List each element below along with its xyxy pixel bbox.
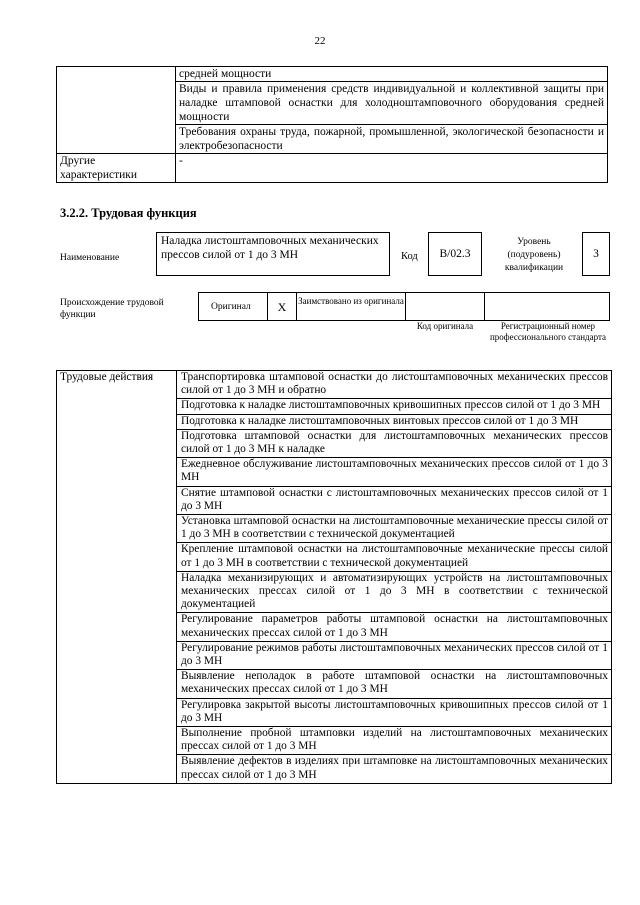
- labor-action-item: Подготовка к наладке листоштамповочных винтовых прессов силой от 1 до 3 МН: [177, 414, 612, 429]
- section-title: 3.2.2. Трудовая функция: [60, 206, 197, 220]
- function-name-value: Наладка листоштамповочных механических прессов силой от 1 до 3 МН: [161, 235, 379, 261]
- original-mark-cell: [267, 292, 297, 321]
- labor-actions-table: [56, 370, 612, 784]
- code-label: Код: [401, 251, 418, 262]
- labor-actions-label: Трудовые действия: [57, 371, 177, 784]
- level-value: 3: [593, 248, 599, 260]
- table-row: [57, 371, 612, 399]
- code-box: [428, 232, 482, 276]
- origin-label: Происхождение трудовой функции: [60, 298, 164, 320]
- labor-action-item: Подготовка штамповой оснастки для листоштамповочных механических прессов силой от 1 до 3 МН к наладке: [177, 429, 612, 457]
- labor-action-item: Регулирование режимов работы листоштамповочных механических прессов силой от 1 до 3 МН: [177, 641, 612, 669]
- qualification-level-label: Уровень (подуровень) квалификации: [504, 237, 564, 273]
- labor-action-item: Снятие штамповой оснастки с листоштамповочных механических прессов силой от 1 до 3 МН: [177, 486, 612, 514]
- knowledge-item: Виды и правила применения средств индивидуальной и коллективной защиты при наладке штамповой оснастки для холодноштамповочного оборудования средней мощности: [176, 82, 607, 125]
- labor-action-item: Выявление дефектов в изделиях при штамповке на листоштамповочных механических прессах силой от 1 до 3 МН: [177, 755, 612, 783]
- borrowed-cell: [296, 292, 406, 321]
- labor-action-item: Подготовка к наладке листоштамповочных кривошипных прессов силой от 1 до 3 МН: [177, 399, 612, 414]
- original-label: Оригинал: [211, 302, 251, 312]
- knowledge-item: средней мощности: [176, 67, 607, 82]
- level-box: [582, 232, 610, 276]
- name-label: Наименование: [60, 253, 120, 263]
- labor-action-item: Выполнение пробной штамповки изделий на листоштамповочных механических прессах силой от 1 до 3 МН: [177, 727, 612, 755]
- other-characteristics-label: Другие характеристики: [57, 154, 176, 183]
- labor-action-item: Выявление неполадок в работе штамповой оснастки на листоштамповочных механических прессах силой от 1 до 3 МН: [177, 670, 612, 698]
- reg-number-label: Регистрационный номер профессионального стандарта: [489, 321, 607, 342]
- labor-action-item: Крепление штамповой оснастки на листоштамповочные механические прессы силой от 1 до 3 МН в соответствии с технической документацией: [177, 543, 612, 571]
- page-number: 22: [314, 35, 326, 47]
- function-name-box: [156, 232, 390, 276]
- labor-action-item: Регулировка закрытой высоты листоштамповочных кривошипных прессов силой от 1 до 3 МН: [177, 698, 612, 726]
- code-value: В/02.3: [439, 248, 471, 260]
- original-mark: X: [277, 300, 287, 314]
- labor-action-item: Транспортировка штамповой оснастки до листоштамповочных механических прессов силой от 1 до 3 МН и обратно: [177, 371, 612, 399]
- labor-action-item: Регулирование параметров работы штамповой оснастки на листоштамповочных механических прессах силой от 1 до 3 МН: [177, 613, 612, 641]
- labor-action-item: Установка штамповой оснастки на листоштамповочные механические прессы силой от 1 до 3 МН в соответствии с технической документацией: [177, 515, 612, 543]
- original-cell: [198, 292, 268, 321]
- knowledge-item: Требования охраны труда, пожарной, промышленной, экологической безопасности и электробезопасности: [179, 126, 604, 152]
- other-characteristics-value: -: [176, 154, 608, 183]
- labor-action-item: Наладка механизирующих и автоматизирующих устройств на листоштамповочных механических прессах силой от 1 до 3 МН в соответствии с технической документацией: [177, 571, 612, 613]
- continuation-table: [56, 66, 608, 183]
- code-original-cell: [405, 292, 485, 321]
- reg-number-cell: [484, 292, 610, 321]
- labor-action-item: Ежедневное обслуживание листоштамповочных механических прессов силой от 1 до 3 МН: [177, 458, 612, 486]
- continuation-label-empty: [57, 67, 176, 154]
- borrowed-label: Заимствовано из оригинала: [298, 296, 404, 306]
- code-original-label: Код оригинала: [416, 321, 474, 331]
